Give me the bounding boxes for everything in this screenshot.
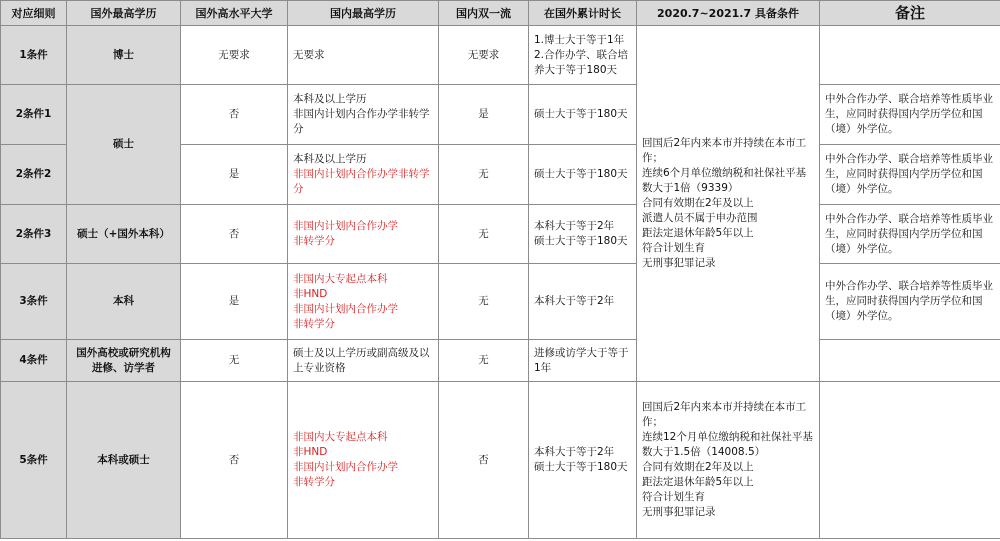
- high-univ-cell: 否: [181, 205, 288, 264]
- duration-cell: 本科大于等于2年 硕士大于等于180天: [529, 205, 637, 264]
- rule-cell: 2条件2: [1, 145, 67, 205]
- degree-cell: 国外高校或研究机构进修、访学者: [67, 340, 181, 382]
- degree-cell: 博士: [67, 26, 181, 85]
- degree-cell: 本科: [67, 264, 181, 340]
- table-row: [1, 382, 1000, 539]
- degree-cell-master: 硕士: [67, 85, 181, 205]
- double-cell: 否: [439, 382, 529, 539]
- domestic-cell: 硕士及以上学历或副高级及以上专业资格: [288, 340, 439, 382]
- rule-cell: 2条件3: [1, 205, 67, 264]
- table-row: [1, 205, 1000, 264]
- rule-cell: 1条件: [1, 26, 67, 85]
- remark-cell: 中外合作办学、联合培养等性质毕业生，应同时获得国内学历学位和国（境）外学位。: [820, 145, 1000, 205]
- high-univ-cell: 是: [181, 264, 288, 340]
- rule-cell: 2条件1: [1, 85, 67, 145]
- header-foreign-degree: 国外最高学历: [67, 1, 181, 26]
- domestic-cell: 非国内计划内合作办学 非转学分: [288, 205, 439, 264]
- duration-cell: 1.博士大于等于1年 2.合作办学、联合培养大于等于180天: [529, 26, 637, 85]
- double-cell: 无: [439, 145, 529, 205]
- duration-cell: 本科大于等于2年: [529, 264, 637, 340]
- table-row: [1, 340, 1000, 382]
- double-cell: 无: [439, 205, 529, 264]
- table-row: [1, 26, 1000, 85]
- duration-cell: 进修或访学大于等于1年: [529, 340, 637, 382]
- header-double-first-class: 国内双一流: [439, 1, 529, 26]
- remark-cell-empty: [820, 26, 1000, 85]
- domestic-cell: 本科及以上学历 非国内计划内合作办学非转学分: [288, 145, 439, 205]
- header-remark: 备注: [820, 1, 1000, 26]
- duration-cell: 本科大于等于2年 硕士大于等于180天: [529, 382, 637, 539]
- table-row: [1, 85, 1000, 145]
- header-row: [1, 1, 1000, 26]
- degree-cell: 硕士（+国外本科）: [67, 205, 181, 264]
- remark-cell: 中外合作办学、联合培养等性质毕业生，应同时获得国内学历学位和国（境）外学位。: [820, 85, 1000, 145]
- header-rule: 对应细则: [1, 1, 67, 26]
- remark-cell-empty: [820, 340, 1000, 382]
- conditions-cell-1: 回国后2年内来本市并持续在本市工作； 连续6个月单位缴纳税和社保社平基数大于1倍（9339） 合同有效期在2年及以上 派遣人员不属于申办范围 距法定退休年龄5年以上 符合计划生育 无刑事犯罪记录: [637, 26, 820, 382]
- conditions-cell-2: 回国后2年内来本市并持续在本市工作； 连续12个月单位缴纳税和社保社平基数大于1.5倍（14008.5） 合同有效期在2年及以上 距法定退休年龄5年以上 符合计划生育 无刑事犯罪记录: [637, 382, 820, 539]
- rule-cell: 3条件: [1, 264, 67, 340]
- double-cell: 无要求: [439, 26, 529, 85]
- high-univ-cell: 否: [181, 85, 288, 145]
- rule-cell: 4条件: [1, 340, 67, 382]
- remark-cell: 中外合作办学、联合培养等性质毕业生，应同时获得国内学历学位和国（境）外学位。: [820, 205, 1000, 264]
- rule-cell: 5条件: [1, 382, 67, 539]
- high-univ-cell: 否: [181, 382, 288, 539]
- high-univ-cell: 无: [181, 340, 288, 382]
- header-conditions: 2020.7~2021.7 具备条件: [637, 1, 820, 26]
- degree-cell: 本科或硕士: [67, 382, 181, 539]
- high-univ-cell: 是: [181, 145, 288, 205]
- double-cell: 是: [439, 85, 529, 145]
- header-domestic-degree: 国内最高学历: [288, 1, 439, 26]
- double-cell: 无: [439, 264, 529, 340]
- domestic-cell: 本科及以上学历 非国内计划内合作办学非转学分: [288, 85, 439, 145]
- remark-cell-empty: [820, 382, 1000, 539]
- duration-cell: 硕士大于等于180天: [529, 145, 637, 205]
- header-duration-abroad: 在国外累计时长: [529, 1, 637, 26]
- header-high-level-univ: 国外高水平大学: [181, 1, 288, 26]
- domestic-cell: 非国内大专起点本科 非HND 非国内计划内合作办学 非转学分: [288, 382, 439, 539]
- duration-cell: 硕士大于等于180天: [529, 85, 637, 145]
- high-univ-cell: 无要求: [181, 26, 288, 85]
- double-cell: 无: [439, 340, 529, 382]
- remark-cell: 中外合作办学、联合培养等性质毕业生，应同时获得国内学历学位和国（境）外学位。: [820, 264, 1000, 340]
- table-row: [1, 264, 1000, 340]
- domestic-cell: 非国内大专起点本科 非HND 非国内计划内合作办学 非转学分: [288, 264, 439, 340]
- domestic-cell: 无要求: [288, 26, 439, 85]
